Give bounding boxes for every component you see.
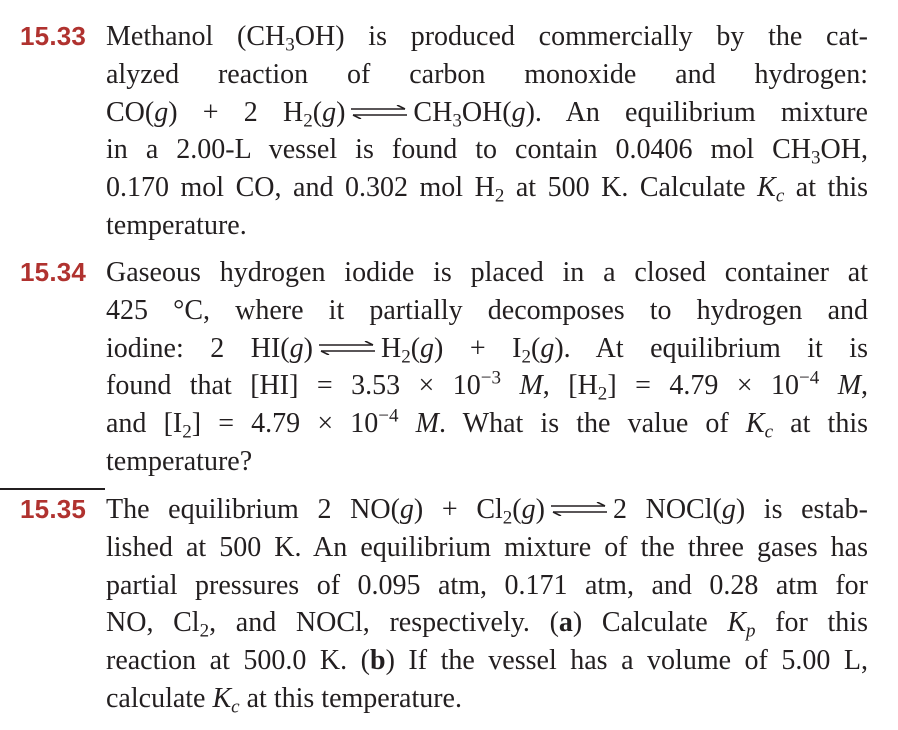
text-line: found that $[HI] = 3.53 \times 10^{-3}$ M, $[H_2] = 4.79 \times 10^{-4}$ M, xyxy=(106,367,869,405)
text-line: Gaseous hydrogen iodide is placed in a closed container at xyxy=(106,257,868,288)
equilibrium-arrow-icon xyxy=(551,502,607,516)
problem-number: 15.35 xyxy=(20,494,87,524)
text-line: CO(g) + 2 $H_2(g)$ $CH_3OH(g)$. An equilibrium mixture xyxy=(106,96,868,131)
problem-number: 15.34 xyxy=(20,257,87,287)
text-line: lished at 500 K. An equilibrium mixture of the three gases has xyxy=(106,531,868,563)
section-divider xyxy=(0,488,105,490)
equilibrium-arrow-icon xyxy=(351,105,407,119)
text-line: Methanol $(CH_3OH)$ is produced commercially by the cat- xyxy=(106,21,869,56)
problem-text xyxy=(106,254,868,481)
text-line: alyzed reaction of carbon monoxide and hydrogen: xyxy=(106,58,868,90)
text-line: in a 2.00-L vessel is found to contain 0.0406 mol $CH_3OH$, xyxy=(106,134,868,169)
text-line: NO, $Cl_2$, and NOCl, respectively. (a) Calculate $K_p$ for this xyxy=(106,607,868,642)
text-line: calculate $K_c$ at this temperature. xyxy=(106,682,462,718)
problem-text xyxy=(106,18,868,245)
equilibrium-arrow-icon xyxy=(319,341,375,355)
text-line: temperature? xyxy=(106,445,253,477)
text-line: iodine: 2 HI(g) $H_2(g) + I_2(g)$. At equilibrium it is xyxy=(106,332,868,367)
text-line: 425 °C, where it partially decomposes to hydrogen and xyxy=(106,294,868,326)
text-line: temperature. xyxy=(106,209,247,241)
problem-text xyxy=(106,491,868,718)
text-line: 0.170 mol CO, and 0.302 mol $H_2$ at 500 K. Calculate $K_c$ at this xyxy=(106,172,868,207)
text-line: and $[I_2] = 4.79 \times 10^{-4}$ M. What is the value of $K_c$ at this xyxy=(106,405,868,443)
problem-number: 15.33 xyxy=(20,21,87,51)
text-line: partial pressures of 0.095 atm, 0.171 atm, and 0.28 atm for xyxy=(106,569,868,601)
text-line: The equilibrium 2 $NO(g) + Cl_2(g)$ 2 NOCl(g) is estab- xyxy=(106,494,868,529)
text-line: reaction at 500.0 K. (b) If the vessel has a volume of 5.00 L, xyxy=(106,645,869,677)
